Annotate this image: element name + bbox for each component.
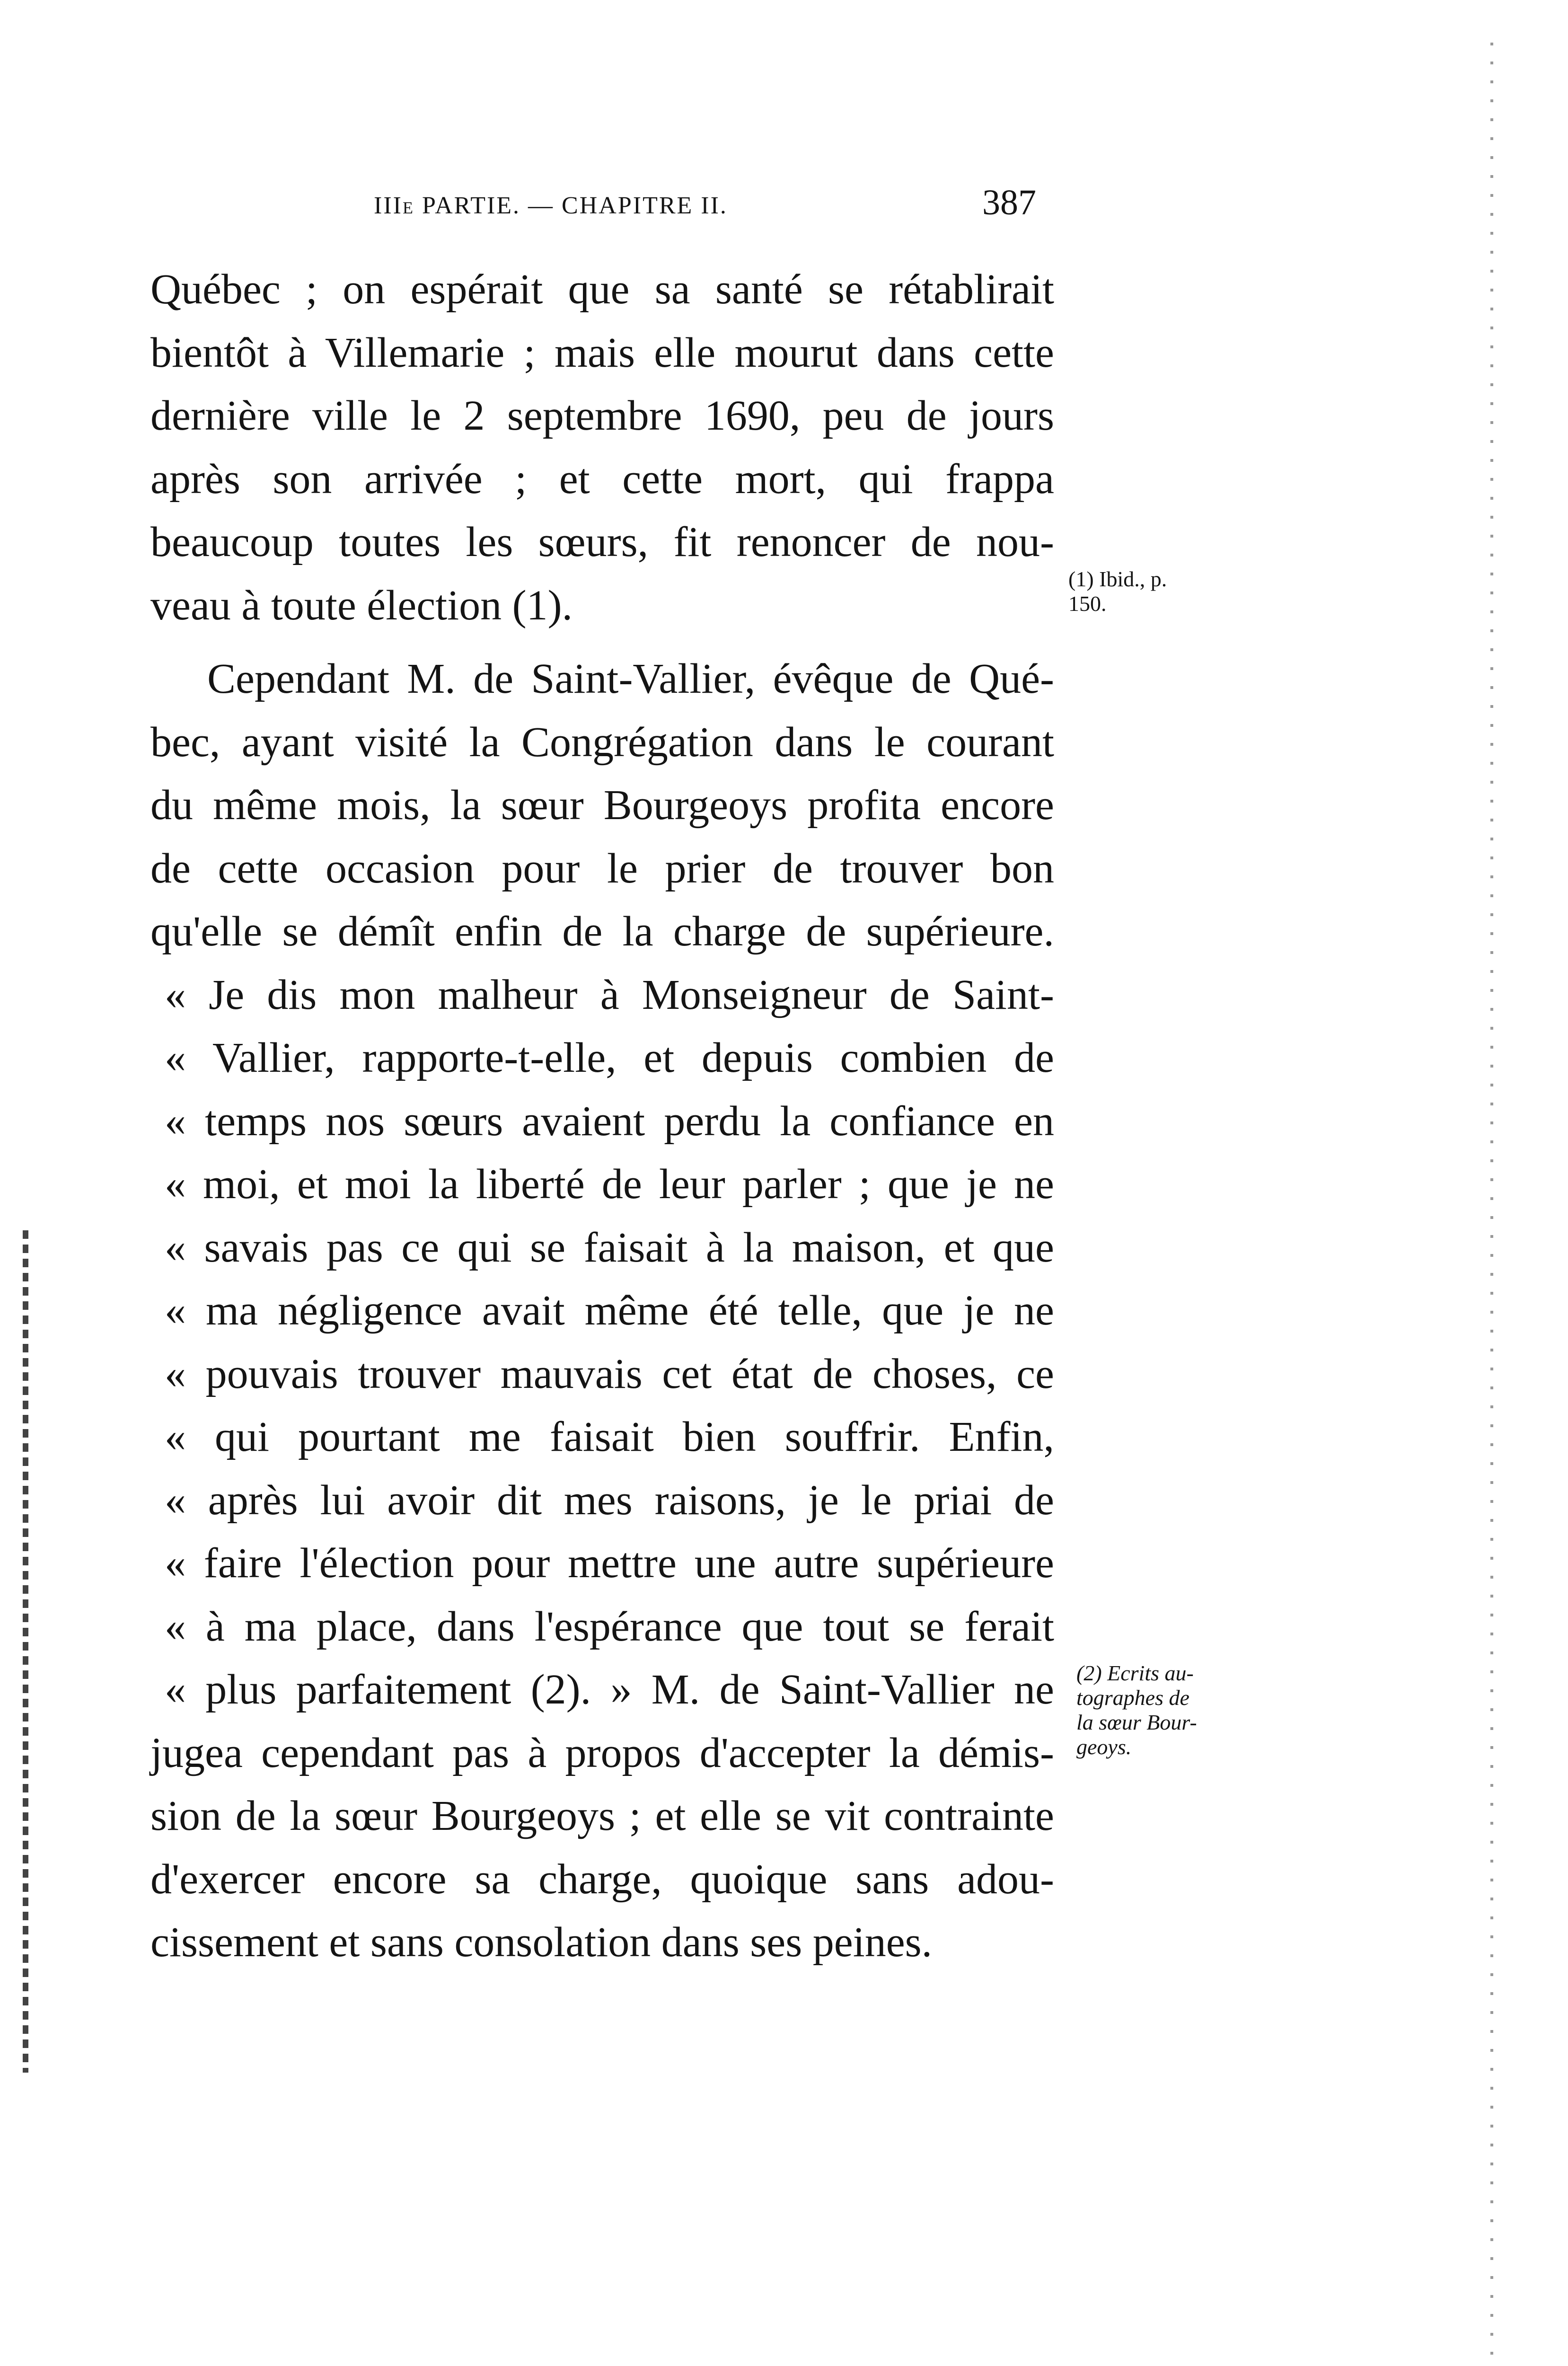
margin-note-1 xyxy=(1068,567,1267,616)
margin-note-line: (1) Ibid., p. xyxy=(1068,567,1167,591)
text-line-paragraph-start: Cependant M. de Saint-Vallier, évêque de Qué- xyxy=(207,655,1054,702)
quote-line: « Je dis mon malheur à Monseigneur de Saint- xyxy=(165,971,1054,1018)
margin-note-line: tographes de xyxy=(1076,1686,1189,1710)
margin-note-2 xyxy=(1076,1661,1275,1759)
body-text xyxy=(150,258,1054,1974)
page-header xyxy=(374,182,1036,239)
text-line: sion de la sœur Bourgeoys ; et elle se vit contrainte xyxy=(150,1792,1054,1839)
quote-line: « après lui avoir dit mes raisons, je le priai de xyxy=(165,1476,1054,1524)
margin-note-line: la sœur Bour- xyxy=(1076,1710,1197,1734)
quote-line: « plus parfaitement (2). » M. de Saint-Vallier ne xyxy=(165,1666,1054,1713)
text-line: après son arrivée ; et cette mort, qui frappa xyxy=(150,455,1054,503)
margin-note-line: 150. xyxy=(1068,592,1107,616)
quote-line: « pouvais trouver mauvais cet état de choses, ce xyxy=(165,1350,1054,1397)
quote-line: « moi, et moi la liberté de leur parler ; que je ne xyxy=(165,1161,1054,1208)
quote-line: « à ma place, dans l'espérance que tout se ferait xyxy=(165,1603,1054,1650)
text-line: d'exercer encore sa charge, quoique sans adou- xyxy=(150,1855,1054,1903)
text-line: de cette occasion pour le prier de trouver bon xyxy=(150,845,1054,892)
quote-line: « temps nos sœurs avaient perdu la confiance en xyxy=(165,1097,1054,1145)
quote-line: « qui pourtant me faisait bien souffrir. Enfin, xyxy=(165,1413,1054,1460)
text-line-paragraph-end: cissement et sans consolation dans ses peines. xyxy=(150,1919,933,1966)
quote-line: « savais pas ce qui se faisait à la maison, et que xyxy=(165,1224,1054,1271)
text-line: dernière ville le 2 septembre 1690, peu de jours xyxy=(150,392,1054,439)
quote-line: « Vallier, rapporte-t-elle, et depuis combien de xyxy=(165,1034,1054,1081)
text-line: beaucoup toutes les sœurs, fit renoncer de nou- xyxy=(150,519,1054,565)
margin-note-line: geoys. xyxy=(1076,1735,1132,1759)
quote-line: « ma négligence avait même été telle, que je ne xyxy=(165,1287,1054,1334)
text-line: bientôt à Villemarie ; mais elle mourut dans cette xyxy=(150,329,1054,376)
scan-edge-artifact-right xyxy=(1490,43,1493,2366)
text-line: Québec ; on espérait que sa santé se rétablirait xyxy=(150,266,1054,313)
text-line: jugea cependant pas à propos d'accepter la démis- xyxy=(150,1729,1054,1776)
running-title: IIIe PARTIE. — CHAPITRE II. xyxy=(374,192,728,219)
margin-note-line: (2) Ecrits au- xyxy=(1076,1661,1194,1685)
text-line: bec, ayant visité la Congrégation dans le courant xyxy=(150,718,1054,766)
scan-edge-artifact-left xyxy=(23,1230,28,2073)
text-line: du même mois, la sœur Bourgeoys profita encore xyxy=(150,782,1054,829)
quote-line: « faire l'élection pour mettre une autre supérieure xyxy=(165,1540,1054,1587)
page-number: 387 xyxy=(982,183,1036,222)
text-line: qu'elle se démît enfin de la charge de supérieure. xyxy=(150,908,1054,955)
paragraph-gap xyxy=(150,637,1054,647)
text-line-paragraph-end: veau à toute élection (1). xyxy=(150,582,573,629)
